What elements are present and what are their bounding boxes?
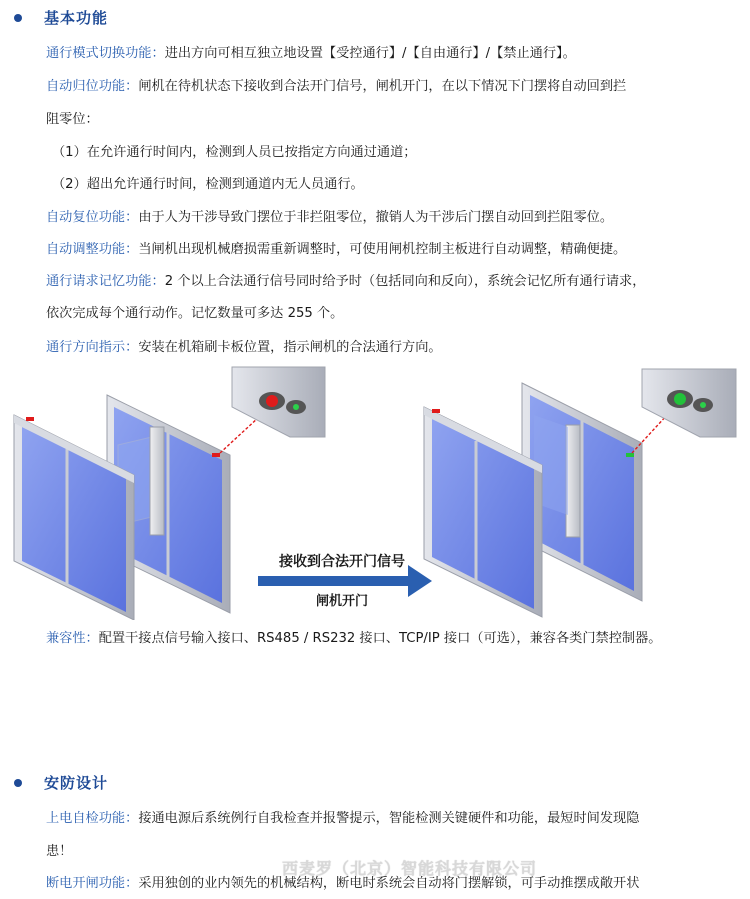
feature-compatibility: 兼容性：配置干接点信号输入接口、RS485 / RS232 接口、TCP/IP 接口（可选），兼容各类门禁控制器。	[46, 631, 662, 646]
feature-request-memory-cont: 依次完成每个通行动作。记忆数量可多达 255 个。	[46, 306, 344, 321]
section-title: 安防设计	[44, 774, 109, 792]
feature-auto-adjust: 自动调整功能：当闸机出现机械磨损需重新调整时，可使用闸机控制主板进行自动调整，精确便捷。	[46, 242, 627, 257]
feature-direction-indicator: 通行方向指示：安装在机箱刷卡板位置，指示闸机的合法通行方向。	[46, 340, 442, 355]
feature-power-self-check: 上电自检功能：接通电源后系统例行自我检查并报警提示，智能检测关键硬件和功能，最短时间发现隐	[46, 811, 640, 826]
arrow-bottom-label: 闸机开门	[315, 594, 369, 609]
section-basic-header	[14, 7, 108, 28]
condition-1: （1）在允许通行时间内，检测到人员已按指定方向通过通道；	[52, 145, 417, 160]
turnstile-diagram	[0, 365, 750, 620]
feature-request-memory: 通行请求记忆功能：2 个以上合法通行信号同时给予时（包括同向和反向），系统会记忆所有通行请求，	[46, 274, 646, 289]
turnstile-open	[424, 369, 736, 617]
feature-mode-switch: 通行模式切换功能：进出方向可相互独立地设置【受控通行】/【自由通行】/【禁止通行】。	[46, 46, 576, 61]
arrow-top-label: 接收到合法开门信号	[279, 554, 405, 570]
section-title: 基本功能	[44, 9, 109, 27]
bullet-icon	[14, 14, 22, 22]
bullet-icon	[14, 779, 22, 787]
condition-2: （2）超出允许通行时间，检测到通道内无人员通行。	[52, 177, 364, 192]
feature-power-self-check-cont: 患！	[46, 844, 73, 859]
feature-power-off-open: 断电开闸功能：采用独创的业内领先的机械结构，断电时系统会自动将门摆解锁，可手动推摆成敞开状	[46, 876, 640, 891]
feature-auto-return-cont: 阻零位：	[46, 112, 99, 127]
feature-auto-reset: 自动复位功能：由于人为干涉导致门摆位于非拦阻零位，撤销人为干涉后门摆自动回到拦阻零位。	[46, 210, 614, 225]
company-watermark: 西麦罗（北京）智能科技有限公司	[282, 859, 538, 878]
open-signal-arrow	[258, 553, 432, 609]
feature-auto-return: 自动归位功能：闸机在待机状态下接收到合法开门信号，闸机开门，在以下情况下门摆将自动回到拦	[46, 79, 627, 94]
section-security-header	[14, 772, 108, 793]
